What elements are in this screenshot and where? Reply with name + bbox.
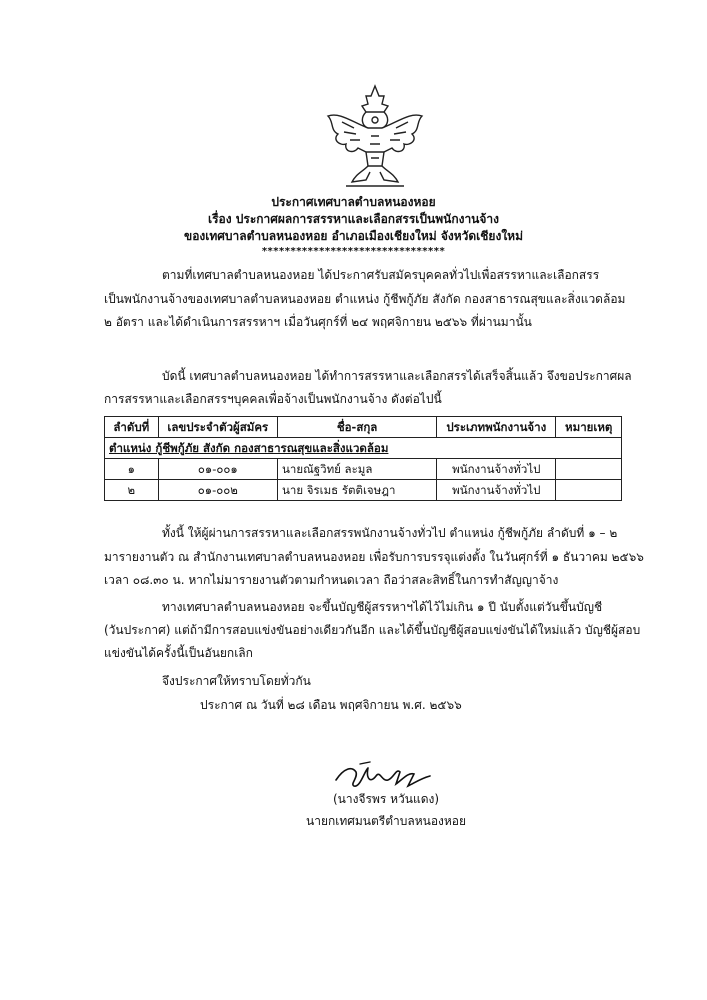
table-row <box>105 459 622 480</box>
col-header-full-name: ชื่อ-สกุล <box>278 417 437 438</box>
col-header-remark: หมายเหตุ <box>556 417 622 438</box>
results-table <box>104 416 622 501</box>
announcement-date: ประกาศ ณ วันที่ ๒๘ เดือน พฤศจิกายน พ.ศ. ๒๕๖๖ <box>200 698 462 712</box>
header-line-3: ของเทศบาลตำบลหนองหอย อำเภอเมืองเชียงใหม่ จังหวัดเชียงใหม่ <box>184 229 523 243</box>
header-line-2: เรื่อง ประกาศผลการสรรหาและเลือกสรรเป็นพนักงานจ้าง <box>207 212 500 226</box>
paragraph-2-line-2: การสรรหาและเลือกสรรฯบุคคลเพื่อจ้างเป็นพนักงานจ้าง ดังต่อไปนี้ <box>104 392 442 406</box>
cell-employee-type: พนักงานจ้างทั่วไป <box>437 480 556 501</box>
col-header-order: ลำดับที่ <box>105 417 159 438</box>
paragraph-4-line-3: แข่งขันได้ครั้งนี้เป็นอันยกเลิก <box>104 646 253 660</box>
garuda-emblem-icon <box>322 82 428 190</box>
cell-order: ๑ <box>105 459 159 480</box>
paragraph-3-line-3: เวลา ๐๘.๓๐ น. หากไม่มารายงานตัวตามกำหนดเวลา ถือว่าสละสิทธิ์ในการทำสัญญาจ้าง <box>104 573 559 587</box>
closing-statement: จึงประกาศให้ทราบโดยทั่วกัน <box>162 674 311 688</box>
table-header-row <box>105 417 622 438</box>
signer-title: นายกเทศมนตรีตำบลหนองหอย <box>306 814 467 828</box>
table-row <box>105 480 622 501</box>
cell-order: ๒ <box>105 480 159 501</box>
header-line-1: ประกาศเทศบาลตำบลหนองหอย <box>271 195 436 209</box>
cell-applicant-id: ๐๑-๐๐๒ <box>158 480 277 501</box>
table-section-row <box>105 438 622 459</box>
col-header-applicant-id: เลขประจำตัวผู้สมัคร <box>158 417 277 438</box>
cell-employee-type: พนักงานจ้างทั่วไป <box>437 459 556 480</box>
paragraph-3-line-1: ทั้งนี้ ให้ผู้ผ่านการสรรหาและเลือกสรรพนักงานจ้างทั่วไป ตำแหน่ง กู้ชีพกู้ภัย ลำดับที่ ๑ – ๒ <box>162 526 618 540</box>
signer-name: (นางจีรพร หวันแดง) <box>333 792 440 806</box>
paragraph-4-line-2: (วันประกาศ) แต่ถ้ามีการสอบแข่งขันอย่างเดียวกันอีก และได้ขึ้นบัญชีผู้สอบแข่งขันได้ใหม่แล้ว บัญชีผู้สอบ <box>104 623 641 637</box>
cell-full-name: นาย จิรเมธ รัตติเจษฎา <box>278 480 437 501</box>
col-header-employee-type: ประเภทพนักงานจ้าง <box>437 417 556 438</box>
paragraph-1-line-3: ๒ อัตรา และได้ดำเนินการสรรหาฯ เมื่อวันศุกร์ที่ ๒๔ พฤศจิกายน ๒๕๖๖ ที่ผ่านมานั้น <box>104 315 532 329</box>
header-divider: ******************************** <box>261 246 446 257</box>
paragraph-3-line-2: มารายงานตัว ณ สำนักงานเทศบาลตำบลหนองหอย เพื่อรับการบรรจุแต่งตั้ง ในวันศุกร์ที่ ๑ ธันวาคม ๒๕๖๖ <box>104 550 644 564</box>
cell-full-name: นายณัฐวิทย์ ละมูล <box>278 459 437 480</box>
cell-remark <box>556 459 622 480</box>
cell-applicant-id: ๐๑-๐๐๑ <box>158 459 277 480</box>
paragraph-1-line-2: เป็นพนักงานจ้างของเทศบาลตำบลหนองหอย ตำแหน่ง กู้ชีพกู้ภัย สังกัด กองสาธารณสุขและสิ่งแวดล้อม <box>104 292 626 306</box>
paragraph-1-line-1: ตามที่เทศบาลตำบลหนองหอย ได้ประกาศรับสมัครบุคคลทั่วไปเพื่อสรรหาและเลือกสรร <box>162 268 600 282</box>
paragraph-4-line-1: ทางเทศบาลตำบลหนองหอย จะขึ้นบัญชีผู้สรรหาฯได้ไว้ไม่เกิน ๑ ปี นับตั้งแต่วันขึ้นบัญชี <box>162 600 603 614</box>
cell-remark <box>556 480 622 501</box>
signature-icon <box>330 758 434 792</box>
section-label: ตำแหน่ง กู้ชีพกู้ภัย สังกัด กองสาธารณสุขและสิ่งแวดล้อม <box>105 438 622 459</box>
paragraph-2-line-1: บัดนี้ เทศบาลตำบลหนองหอย ได้ทำการสรรหาและเลือกสรรได้เสร็จสิ้นแล้ว จึงขอประกาศผล <box>162 369 632 383</box>
